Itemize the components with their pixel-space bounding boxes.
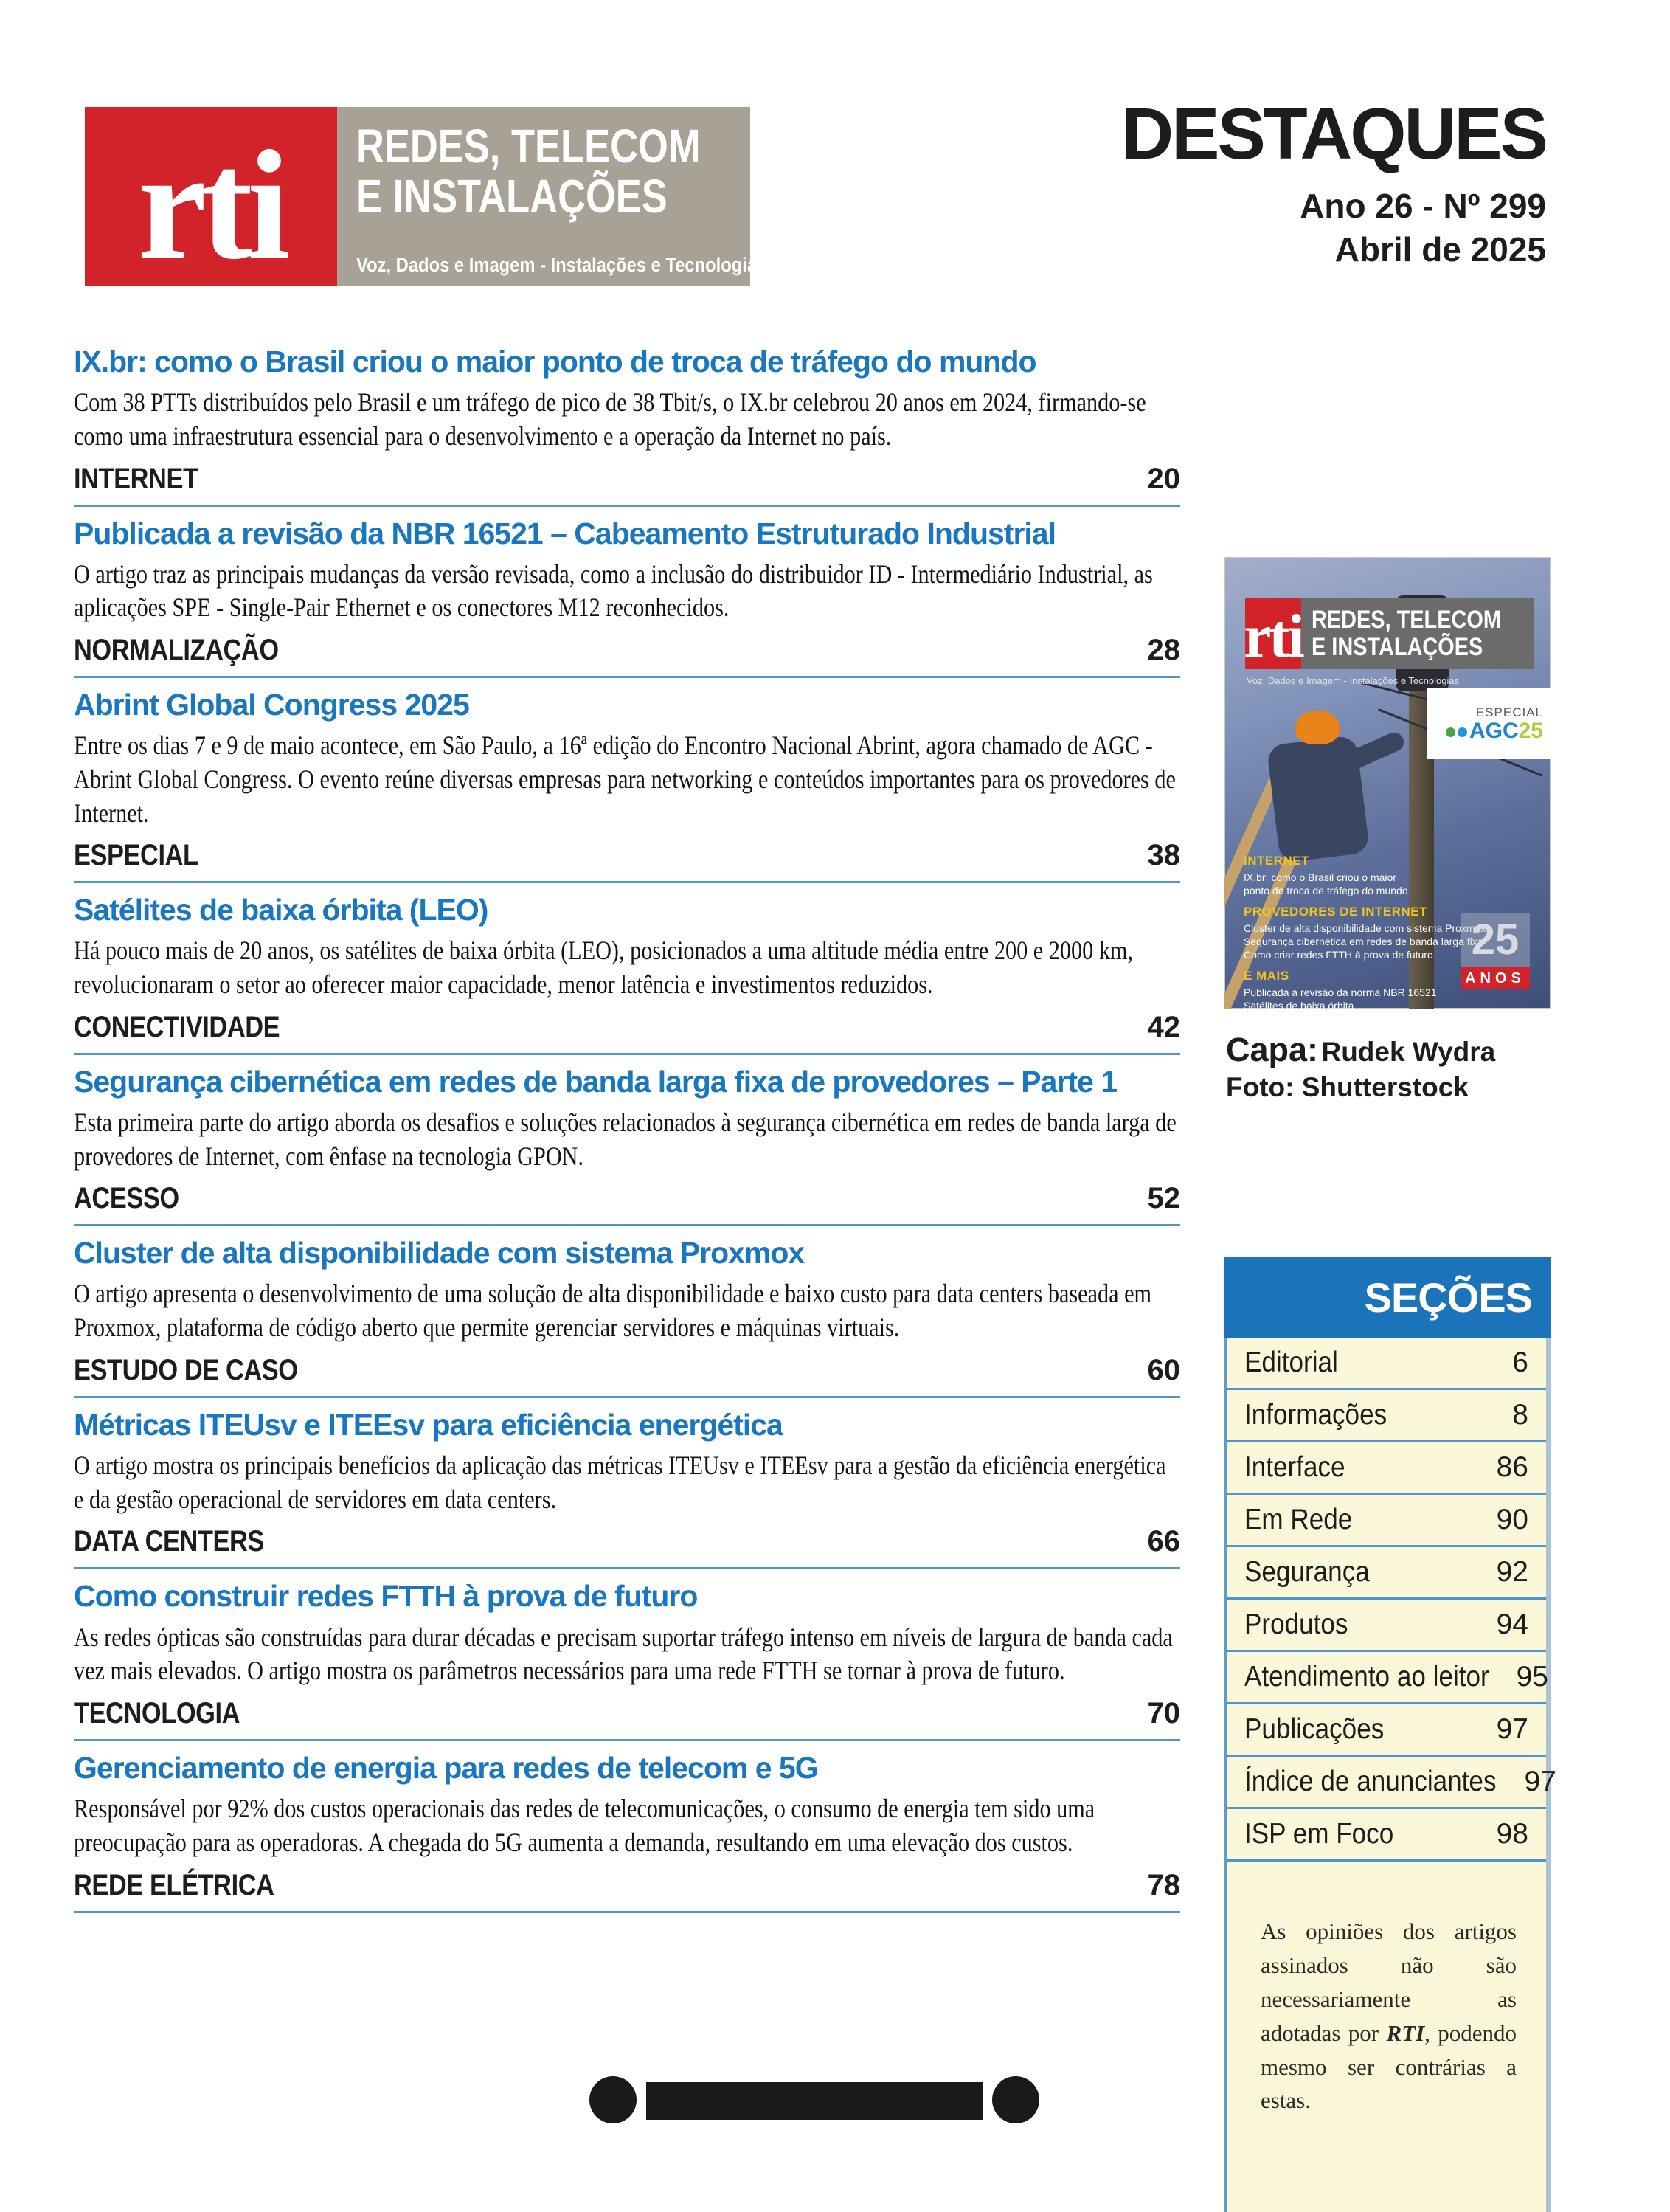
article-meta-row (74, 1525, 1180, 1569)
section-row (1227, 1600, 1546, 1652)
cover-section-heading: PROVEDORES DE INTERNET (1244, 905, 1428, 919)
cover-brand-red-box (1245, 598, 1301, 669)
article-summary: O artigo apresenta o desenvolvimento de uma solução de alta disponibilidade e baixo custo para data centers baseada em Proxmox, plataforma de código aberto que permite gerenciar servidores e máquinas virtuais. (74, 1279, 1152, 1343)
article-summary: Entre os dias 7 e 9 de maio acontece, em São Paulo, a 16ª edição do Encontro Nacional Abrint, agora chamado de AGC - Abrint Global Congress. O evento reúne diversas empresas para networking e conteúdos importantes para os provedores de Internet. (74, 730, 1176, 828)
cover-worker-arm (1334, 730, 1407, 776)
opinions-disclaimer (1227, 1862, 1546, 2118)
cover-headline-group (1244, 905, 1486, 961)
cover-headline-groups (1244, 846, 1486, 1009)
article-title: Gerenciamento de energia para redes de telecom e 5G (74, 1750, 818, 1785)
article-meta-row (74, 1354, 1180, 1398)
cover-agc-number: 25 (1518, 719, 1543, 743)
cover-credit-foto (1226, 1071, 1495, 1104)
cover-section-line: Publicada a revisão da norma NBR 16521 (1244, 986, 1437, 998)
section-row (1227, 1652, 1546, 1704)
capa-value: Rudek Wydra (1321, 1037, 1496, 1067)
cover-brand-text-box (1301, 598, 1534, 669)
cover-brand-line1: REDES, TELECOM (1311, 606, 1501, 635)
article-summary: Esta primeira parte do artigo aborda os desafios e soluções relacionados à segurança cibernética em redes de banda larga de provedores de Internet, com ênfase na tecnologia GPON. (74, 1107, 1177, 1171)
article-title: Cluster de alta disponibilidade com sistema Proxmox (74, 1236, 805, 1271)
edition-year-number: Ano 26 - Nº 299 (1300, 187, 1546, 225)
redaction-dot-left (589, 2076, 637, 2123)
rti-logo (85, 107, 767, 292)
cover-worker-helmet (1295, 711, 1340, 744)
disclaimer-brand: RTI (1386, 2019, 1425, 2046)
cover-brand-strip (1245, 598, 1534, 669)
article-page-number: 70 (1147, 1696, 1180, 1729)
article-title: Segurança cibernética em redes de banda larga fixa de provedores – Parte 1 (74, 1064, 1118, 1099)
cover-anniversary-badge (1461, 913, 1530, 989)
section-row (1227, 1442, 1546, 1495)
article-page-number: 60 (1147, 1353, 1180, 1386)
article-category: NORMALIZAÇÃO (74, 634, 279, 667)
section-page-number: 8 (1512, 1399, 1528, 1431)
section-label: Informações (1244, 1399, 1387, 1431)
article-meta-row (74, 1869, 1180, 1913)
article-summary: Há pouco mais de 20 anos, os satélites de baixa órbita (LEO), posicionados a uma altitude média entre 200 e 2000 km, revolucionaram o setor ao oferecer maior capacidade, menor latência e investimentos reduzidos. (74, 936, 1134, 1000)
cover-brand-tagline: Voz, Dados e Imagem - Instalações e Tecnologias (1247, 675, 1460, 686)
toc-article-entry (74, 345, 1180, 507)
article-summary: Responsável por 92% dos custos operacionais das redes de telecomunicações, o consumo de energia tem sido uma preocupação para as operadoras. A chegada do 5G aumenta a demanda, resultando em uma elevação dos custos. (74, 1794, 1095, 1857)
cover-section-line: ponto de troca de tráfego do mundo (1244, 885, 1408, 896)
toc-article-entry (74, 688, 1180, 883)
article-category: ACESSO (74, 1182, 179, 1215)
section-label: Índice de anunciantes (1244, 1766, 1497, 1797)
foto-label: Foto: (1226, 1071, 1295, 1102)
article-page-number: 42 (1147, 1010, 1180, 1043)
section-page-number: 95 (1516, 1661, 1548, 1693)
section-label: Atendimento ao leitor (1244, 1661, 1489, 1693)
article-meta-row (74, 1697, 1180, 1741)
section-label: Editorial (1244, 1347, 1338, 1378)
toc-article-entry (74, 1580, 1180, 1741)
section-row (1227, 1495, 1546, 1547)
sections-body (1224, 1338, 1556, 2212)
article-title: Publicada a revisão da NBR 16521 – Cabeamento Estruturado Industrial (74, 516, 1056, 550)
article-title: Abrint Global Congress 2025 (74, 688, 469, 722)
sections-rows (1227, 1338, 1556, 1862)
edition-month: Abril de 2025 (1334, 229, 1546, 269)
sections-box (1224, 1257, 1556, 2212)
article-category: TECNOLOGIA (74, 1696, 240, 1729)
cover-especial-label: ESPECIAL (1475, 705, 1543, 719)
section-label: Interface (1244, 1451, 1345, 1483)
cover-section-line: Segurança cibernética em redes de banda larga fixa (1244, 936, 1483, 947)
toc-article-entry (74, 1237, 1180, 1398)
rti-logo-line1: REDES, TELECOM (356, 120, 701, 173)
disclaimer-text-pre: As opiniões dos artigos assinados não são necessariamente as adotadas por (1261, 1918, 1517, 2046)
section-row (1227, 1809, 1546, 1862)
cover-headline-group (1244, 969, 1435, 1009)
section-page-number: 98 (1496, 1818, 1528, 1850)
article-page-number: 78 (1147, 1868, 1180, 1901)
cover-agc-logo (1446, 720, 1543, 742)
article-title: IX.br: como o Brasil criou o maior ponto de troca de tráfego do mundo (74, 345, 1036, 379)
cover-section-line: IX.br: como o Brasil criou o maior (1244, 871, 1396, 883)
cover-agc-text: AGC (1469, 719, 1519, 743)
article-category: ESPECIAL (74, 839, 198, 872)
disclaimer-text-post: , podendo mesmo ser contrárias a estas. (1261, 2019, 1517, 2114)
article-category: CONECTIVIDADE (74, 1010, 280, 1043)
article-page-number: 52 (1147, 1182, 1180, 1215)
sections-header: SEÇÕES (1224, 1257, 1551, 1338)
section-page-number: 94 (1496, 1608, 1528, 1640)
agc-blue-dot-icon (1458, 727, 1467, 737)
toc-article-entry (74, 1409, 1180, 1570)
section-page-number: 6 (1512, 1347, 1528, 1378)
section-row (1227, 1338, 1546, 1390)
cover-especial-panel (1427, 688, 1551, 759)
article-meta-row (74, 634, 1180, 678)
cover-brand-line2: E INSTALAÇÕES (1311, 633, 1483, 661)
article-summary: As redes ópticas são construídas para durar décadas e precisam suportar tráfego intenso em níveis de largura de banda cada vez mais elevados. O artigo mostra os parâmetros necessários para uma rede FTTH se tornar à prova de futuro. (74, 1622, 1173, 1686)
section-label: Publicações (1244, 1713, 1385, 1745)
page-title: DESTAQUES (1121, 93, 1546, 174)
article-meta-row (74, 1011, 1180, 1055)
rti-logo-red-box (85, 107, 337, 292)
section-row (1227, 1757, 1556, 1809)
article-title: Satélites de baixa órbita (LEO) (74, 893, 488, 927)
article-summary: Com 38 PTTs distribuídos pelo Brasil e um tráfego de pico de 38 Tbit/s, o IX.br celebrou 20 anos em 2024, firmando-se como uma infraestrutura essencial para o desenvolvimento e a operação da Internet no país. (74, 387, 1146, 451)
article-summary: O artigo mostra os principais benefícios da aplicação das métricas ITEUsv e ITEEsv para a gestão da eficiência energética e da gestão operacional de servidores em data centers. (74, 1451, 1166, 1514)
rti-logo-line2: E INSTALAÇÕES (356, 169, 668, 223)
rti-logo-tagline: Voz, Dados e Imagem - Instalações e Tecnologias (356, 254, 767, 276)
section-page-number: 92 (1496, 1556, 1528, 1588)
section-label: ISP em Foco (1244, 1818, 1394, 1850)
cover-section-lines (1244, 871, 1435, 897)
capa-label: Capa: (1226, 1031, 1319, 1068)
cover-thumbnail (1224, 557, 1551, 1009)
article-page-number: 38 (1147, 839, 1180, 872)
section-page-number: 97 (1496, 1713, 1528, 1745)
cover-section-heading: E MAIS (1244, 969, 1289, 983)
article-category: INTERNET (74, 462, 198, 495)
section-page-number: 97 (1524, 1766, 1556, 1797)
article-title: Como construir redes FTTH à prova de futuro (74, 1579, 698, 1614)
rti-logo-text-box (337, 107, 767, 286)
redaction-dot-right (992, 2076, 1039, 2123)
cover-section-lines (1244, 986, 1435, 1009)
section-row (1227, 1390, 1546, 1442)
article-page-number: 28 (1147, 634, 1180, 667)
section-row (1227, 1547, 1546, 1600)
article-meta-row (74, 463, 1180, 507)
redaction-bar (646, 2082, 983, 2120)
article-meta-row (74, 1182, 1180, 1226)
cover-section-line: Cluster de alta disponibilidade com sistema Proxmox (1244, 922, 1486, 934)
article-category: REDE ELÉTRICA (74, 1868, 274, 1901)
articles-list (74, 345, 1180, 1924)
article-category: ESTUDO DE CASO (74, 1353, 298, 1386)
rti-logo-acronym: rti (137, 118, 285, 292)
article-title: Métricas ITEUsv e ITEEsv para eficiência energética (74, 1407, 783, 1442)
agc-green-dot-icon (1446, 727, 1455, 737)
anniversary-number: 25 (1461, 913, 1530, 967)
section-page-number: 86 (1496, 1451, 1528, 1483)
article-category: DATA CENTERS (74, 1525, 264, 1558)
cover-section-line: Como criar redes FTTH à prova de futuro (1244, 949, 1433, 961)
section-label: Segurança (1244, 1556, 1370, 1588)
section-label: Em Rede (1244, 1504, 1353, 1535)
cover-credit-capa (1226, 1030, 1495, 1071)
cover-section-line: Satélites de baixa órbita (1244, 1000, 1354, 1009)
toc-article-entry (74, 517, 1180, 679)
toc-article-entry (74, 1752, 1180, 1913)
cover-section-heading: INTERNET (1244, 854, 1309, 868)
cover-brand-acronym: rti (1244, 601, 1303, 671)
section-page-number: 90 (1496, 1504, 1528, 1535)
article-page-number: 66 (1147, 1525, 1180, 1558)
foto-value: Shutterstock (1301, 1071, 1469, 1102)
cover-section-lines (1244, 922, 1486, 961)
page-header (1121, 93, 1546, 272)
cover-headline-group (1244, 854, 1435, 897)
article-meta-row (74, 839, 1180, 883)
toc-article-entry (74, 894, 1180, 1055)
section-label: Produtos (1244, 1608, 1348, 1640)
cover-credit (1226, 1030, 1495, 1104)
article-page-number: 20 (1147, 462, 1180, 495)
section-row (1227, 1704, 1546, 1757)
edition-info (1121, 184, 1546, 272)
article-summary: O artigo traz as principais mudanças da versão revisada, como a inclusão do distribuidor ID - Intermediário Industrial, as aplicações SPE - Single-Pair Ethernet e os conectores M12 reconhecidos. (74, 559, 1153, 623)
anniversary-label: ANOS (1461, 967, 1530, 989)
toc-article-entry (74, 1065, 1180, 1227)
